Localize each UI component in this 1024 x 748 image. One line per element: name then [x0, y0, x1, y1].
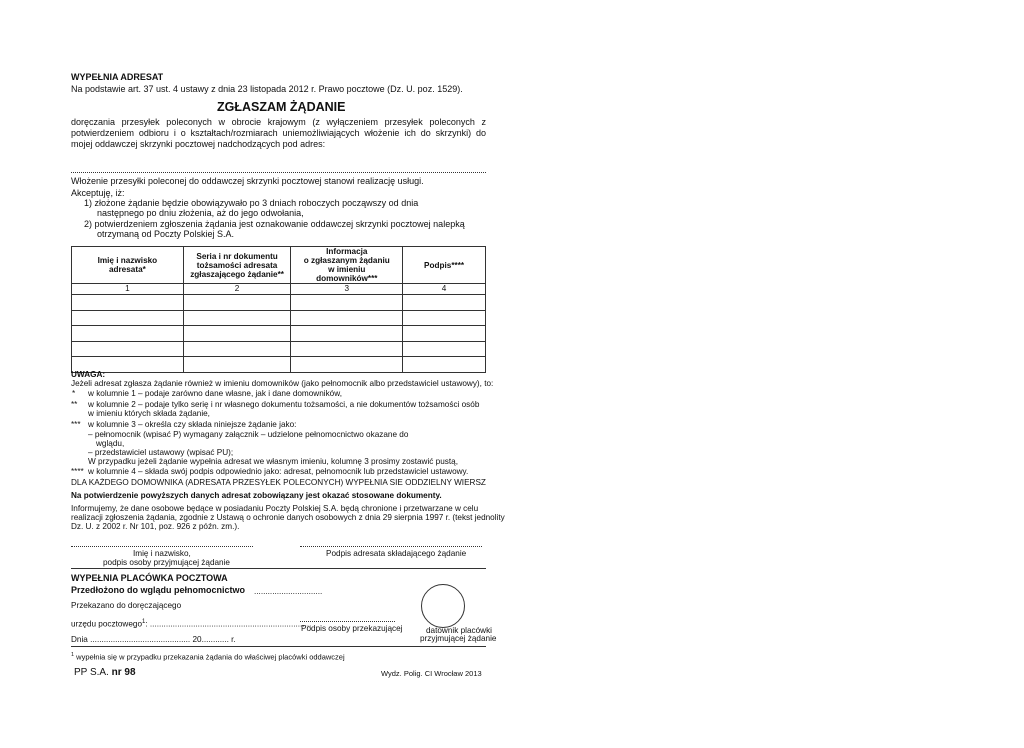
col-header-signature: Podpis****: [403, 247, 486, 284]
privacy-note-3: Dz. U. z 2002 r. Nr 101, poz. 926 z późn. zm.).: [71, 522, 240, 531]
notes-intro: Jeżeli adresat zgłasza żądanie również w imieniu domowników (jako pełnomocnik albo przedstawiciel ustawowy), to:: [71, 379, 494, 388]
table-cell[interactable]: [72, 295, 184, 311]
table-cell[interactable]: [291, 295, 403, 311]
note-3b: – przedstawiciel ustawowy (wpisać PU);: [88, 448, 234, 457]
section-divider: [71, 568, 486, 569]
request-text: doręczania przesyłek poleconych w obrocie krajowym (z wyłączeniem przesyłek poleconych z potwierdzeniem odbioru i o kształtach/rozmiarach uniemożliwiających włożenie ich do skrzynki) do mojej oddawczej skrzynki pocztowej nadchodzących pod adres:: [71, 117, 486, 149]
addressee-signature-line[interactable]: [300, 540, 482, 547]
table-cell[interactable]: [291, 310, 403, 326]
legal-basis: Na podstawie art. 37 ust. 4 ustawy z dnia 23 listopada 2012 r. Prawo pocztowe (Dz. U. poz. 1529).: [71, 84, 463, 94]
date-field[interactable]: Dnia ............................................ 20............ r.: [71, 635, 236, 644]
table-cell[interactable]: [291, 357, 403, 373]
delivery-statement: Włożenie przesyłki poleconej do oddawczej skrzynki pocztowej stanowi realizację usługi.: [71, 176, 424, 186]
privacy-note-1: Informujemy, że dane osobowe będące w posiadaniu Poczty Polskiej S.A. będą chronione i przetwarzane w celu: [71, 504, 479, 513]
request-table: [71, 246, 486, 373]
table-cell[interactable]: [183, 357, 291, 373]
office-label: urzędu pocztowego$^1$: .......................................................................: [71, 619, 312, 629]
table-cell[interactable]: [72, 326, 184, 342]
transfer-signature-line[interactable]: [300, 615, 395, 622]
fill-addressee-heading: WYPEŁNIA ADRESAT: [71, 72, 164, 82]
col-number: 1: [72, 284, 184, 295]
table-row: [72, 357, 486, 373]
col-number: 2: [183, 284, 291, 295]
note-3: w kolumnie 3 – określa czy składa niniejsze żądanie jako:: [88, 420, 297, 429]
addressee-signature-label: Podpis adresata składającego żądanie: [326, 549, 467, 558]
accept-item-2-cont: otrzymaną od Poczty Polskiej S.A.: [97, 229, 235, 239]
presented-dots[interactable]: ..............................: [254, 587, 323, 596]
accept-item-1-cont: następnego po dniu złożenia, aż do jego odwołania,: [97, 208, 304, 218]
note-mark: *: [72, 389, 76, 398]
post-office-heading: WYPEŁNIA PLACÓWKA POCZTOWA: [71, 573, 228, 583]
table-cell[interactable]: [403, 326, 486, 342]
receiver-signature-label: Imię i nazwisko,: [133, 549, 191, 558]
note-4: w kolumnie 4 – składa swój podpis odpowiednio jako: adresat, pełnomocnik lub przedstawiciel ustawowy.: [88, 467, 469, 476]
col-header-name: Imię i nazwisko adresata*: [72, 247, 184, 284]
table-cell[interactable]: [183, 310, 291, 326]
table-cell[interactable]: [183, 295, 291, 311]
notes-title: UWAGA:: [71, 370, 106, 379]
table-row: [72, 295, 486, 311]
printer-info: Wydz. Polig. CI Wrocław 2013: [381, 669, 482, 678]
note-2: w kolumnie 2 – podaje tylko serię i nr własnego dokumentu tożsamości, a nie dokumentów tożsamości osób: [88, 400, 480, 409]
note-2-cont: w imieniu których składa żądanie,: [88, 409, 210, 418]
postmark-stamp-circle: [421, 584, 465, 628]
table-row: [72, 310, 486, 326]
form-title: ZGŁASZAM ŻĄDANIE: [217, 100, 346, 114]
stamp-label-2: przyjmującej żądanie: [420, 634, 497, 643]
presented-label: Przedłożono do wglądu pełnomocnictwo: [71, 585, 245, 595]
receiver-signature-label-2: podpis osoby przyjmującej żądanie: [103, 558, 230, 567]
note-3c: W przypadku jeżeli żądanie wypełnia adresat we własnym imieniu, kolumnę 3 prosimy zostawić pustą,: [88, 457, 458, 466]
section-divider: [71, 646, 486, 647]
col-number: 4: [403, 284, 486, 295]
note-mark: **: [71, 400, 78, 409]
table-cell[interactable]: [72, 310, 184, 326]
each-member-note: DLA KAŻDEGO DOMOWNIKA (ADRESATA PRZESYŁEK POLECONYCH) WYPEŁNIA SIE ODDZIELNY WIERSZ: [71, 478, 486, 487]
note-3a-cont: wglądu,: [96, 439, 125, 448]
confirm-note: Na potwierdzenie powyższych danych adresat zobowiązany jest okazać stosowane dokumenty.: [71, 491, 442, 500]
table-row: [72, 326, 486, 342]
table-cell[interactable]: [183, 326, 291, 342]
table-cell[interactable]: [403, 341, 486, 357]
table-cell[interactable]: [72, 341, 184, 357]
table-cell[interactable]: [403, 310, 486, 326]
col-header-info: Informacja o zgłaszanym żądaniu w imieniu domowników***: [291, 247, 403, 284]
table-cell[interactable]: [403, 295, 486, 311]
col-number: 3: [291, 284, 403, 295]
address-line[interactable]: [71, 164, 486, 173]
table-cell[interactable]: [291, 326, 403, 342]
receiver-signature-line[interactable]: [71, 540, 253, 547]
transferred-label: Przekazano do doręczającego: [71, 601, 182, 610]
note-mark: ***: [71, 420, 81, 429]
table-cell[interactable]: [183, 341, 291, 357]
accept-label: Akceptuję, iż:: [71, 188, 125, 198]
transfer-signature-label: Podpis osoby przekazującej: [301, 624, 403, 633]
col-header-document: Seria i nr dokumentu tożsamości adresata zgłaszającego żądanie**: [183, 247, 291, 284]
accept-item-2: 2) potwierdzeniem zgłoszenia żądania jest oznakowanie oddawczej skrzynki pocztowej nalepką: [84, 219, 465, 229]
table-cell[interactable]: [403, 357, 486, 373]
note-mark: ****: [71, 467, 84, 476]
footnote: $^1$ wypełnia się w przypadku przekazania żądania do właściwej placówki oddawczej: [71, 652, 345, 662]
note-3a: – pełnomocnik (wpisać P) wymagany załącznik – udzielone pełnomocnictwo okazane do: [88, 430, 409, 439]
table-row: [72, 341, 486, 357]
privacy-note-2: realizacji zgłoszenia żądania, zgodnie z Ustawą o ochronie danych osobowych z dnia 29 sierpnia 1997 r. (tekst jednolity: [71, 513, 505, 522]
stamp-label: datownik placówki: [426, 626, 492, 635]
accept-item-1: 1) złożone żądanie będzie obowiązywało po 3 dniach roboczych począwszy od dnia: [84, 198, 419, 208]
note-1: w kolumnie 1 – podaje zarówno dane własne, jak i dane domowników,: [88, 389, 342, 398]
table-cell[interactable]: [291, 341, 403, 357]
form-id: PP S.A. nr 98: [74, 667, 136, 678]
